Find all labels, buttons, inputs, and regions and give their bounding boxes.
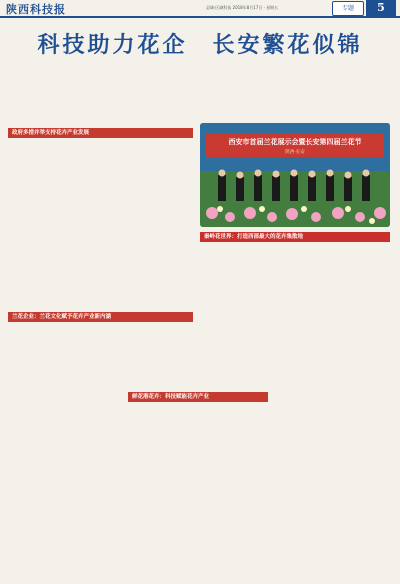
section-header-2: 兰花企业：兰花文化赋予花卉产业新内涵 bbox=[8, 312, 193, 322]
section-header-3: 秦岭花世界：打造西部最大的花卉集散地 bbox=[200, 232, 390, 242]
masthead-mid: 县域·区域科技 2018年8月17日 · 星期五 bbox=[206, 5, 279, 10]
section-header-4: 鲜花港花卉：科技赋能花卉产业 bbox=[128, 392, 268, 402]
event-photo bbox=[200, 123, 390, 227]
newspaper-logo: 陕西科技报 bbox=[6, 3, 66, 16]
photo-banner-sub: 陕西·长安 bbox=[285, 150, 305, 155]
section-text-1 bbox=[8, 140, 193, 308]
page-number: 5 bbox=[366, 0, 396, 16]
lead-paragraph bbox=[14, 58, 388, 122]
section-text-3 bbox=[200, 244, 390, 404]
section-tag-label: 专题 bbox=[341, 5, 354, 12]
page-headline: 科技助力花企 长安繁花似锦 bbox=[37, 32, 363, 58]
masthead bbox=[0, 0, 400, 16]
section-tag bbox=[332, 1, 364, 16]
section-text-4 bbox=[128, 404, 196, 584]
section-header-1: 政府多措并举支持花卉产业发展 bbox=[8, 128, 193, 138]
photo-banner-text: 西安市首届兰花展示会暨长安第四届兰花节 bbox=[228, 138, 362, 146]
event-photo-image bbox=[200, 123, 390, 227]
masthead-rule bbox=[0, 16, 400, 18]
section-text-5 bbox=[200, 404, 390, 584]
